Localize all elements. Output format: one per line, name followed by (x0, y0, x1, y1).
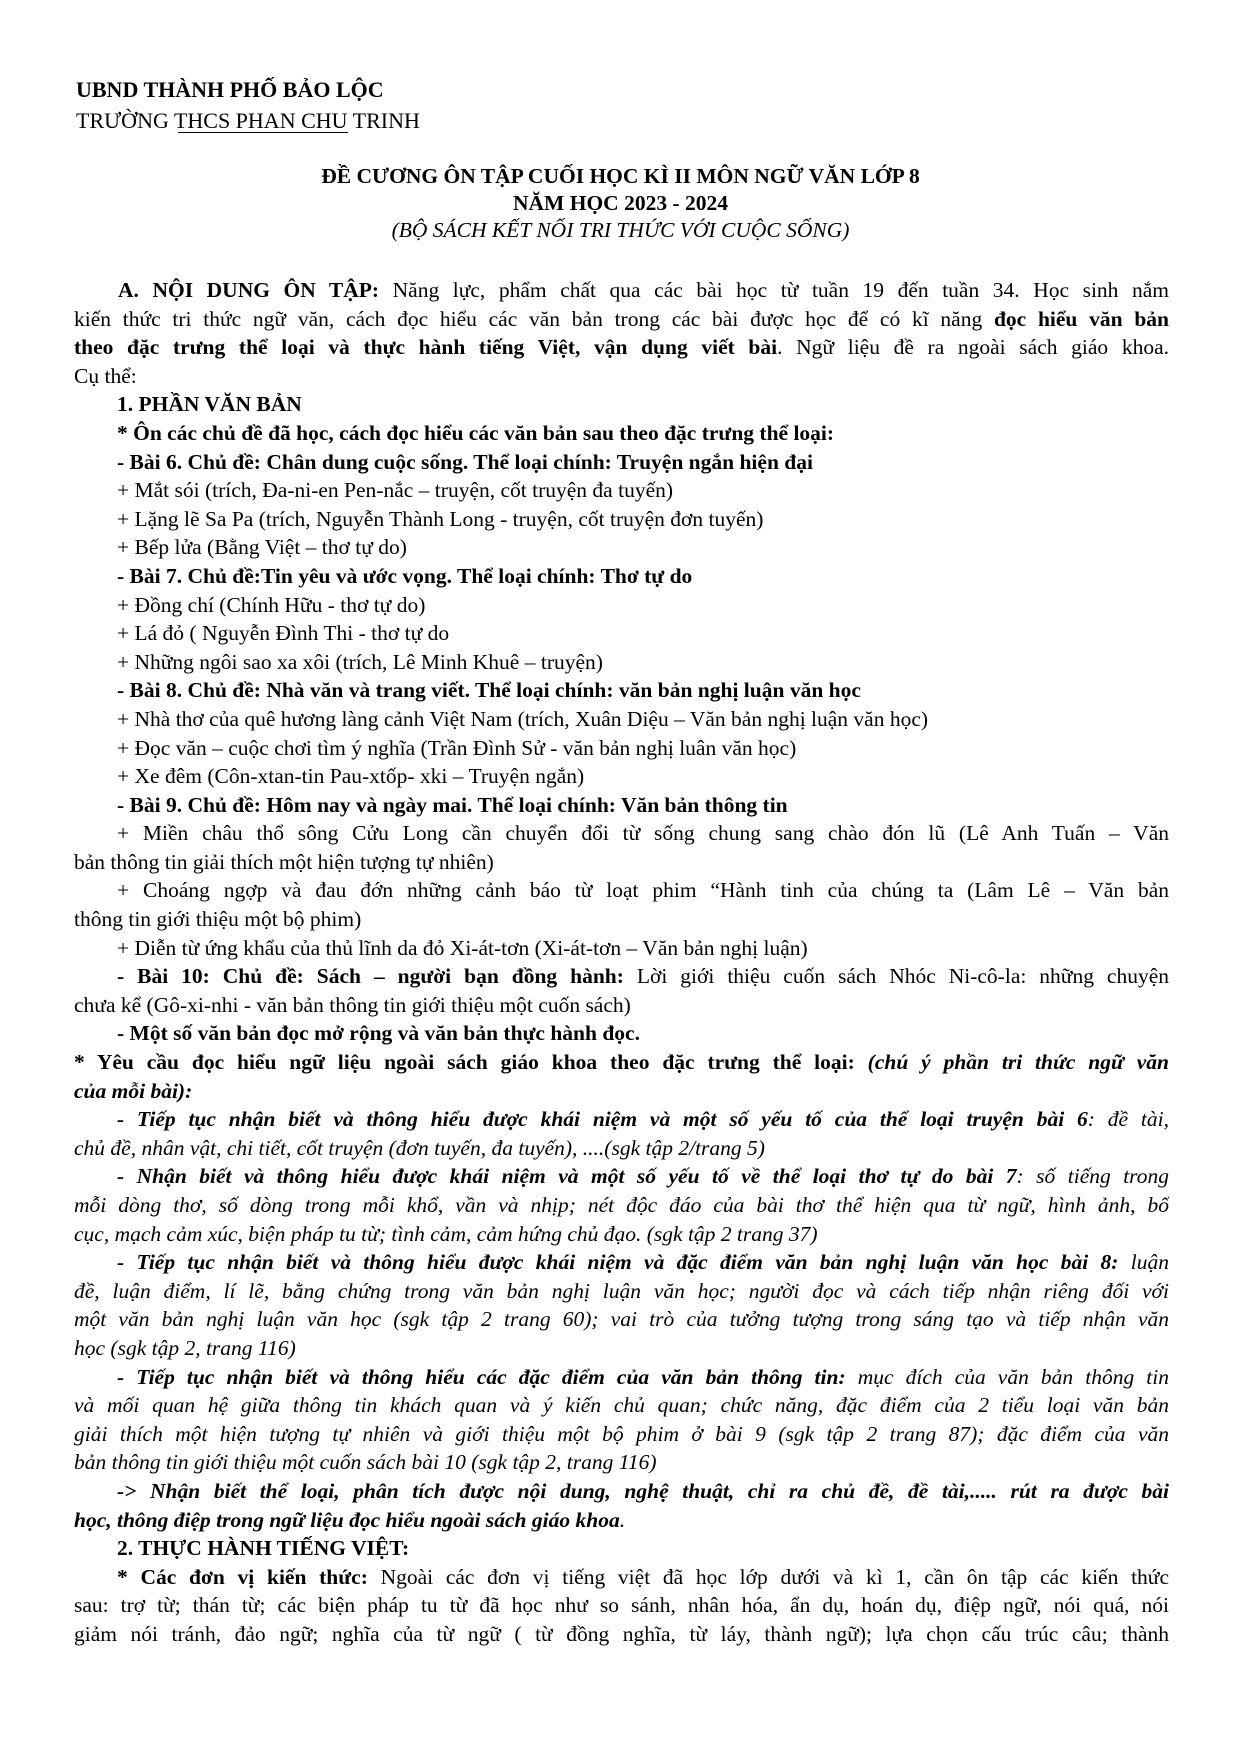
requirement-2-line-3: cục, mạch cảm xúc, biện pháp tu từ; tình cảm, cảm hứng chủ đạo. (sgk tập 2 trang 37) (74, 1221, 818, 1246)
title-school-year: NĂM HỌC 2023 - 2024 (513, 191, 728, 215)
list-item: + Đồng chí (Chính Hữu - thơ tự do) (117, 592, 426, 617)
lesson-10-line-2: chưa kể (Gô-xi-nhi - văn bản thông tin giới thiệu một cuốn sách) (74, 992, 631, 1017)
requirement-3-line-3: một văn bản nghị luận văn học (sgk tập 2 trang 60); vai trò của tưởng tượng trong sáng tạo và tiếp nhận văn (74, 1307, 1169, 1332)
requirement-1-line-2: chủ đề, nhân vật, chi tiết, cốt truyện (đơn tuyến, đa tuyến), ....(sgk tập 2/trang 5) (74, 1135, 765, 1160)
list-item-continuation: bản thông tin giải thích một hiện tượng tự nhiên) (74, 849, 494, 874)
part-1-intro: * Ôn các chủ đề đã học, cách đọc hiểu các văn bản sau theo đặc trưng thể loại: (117, 420, 835, 445)
lesson-7-heading: - Bài 7. Chủ đề:Tin yêu và ước vọng. Thể loại chính: Thơ tự do (117, 563, 693, 588)
list-item: + Bếp lửa (Bằng Việt – thơ tự do) (117, 535, 407, 560)
document-title (0, 163, 1241, 244)
requirement-4-line-3: giải thích một hiện tượng tự nhiên và giới thiệu một bộ phim ở bài 9 (sgk tập 2 trang 87); đặc điểm của văn (74, 1421, 1169, 1446)
requirement-3-line-1: - Tiếp tục nhận biết và thông hiểu được khái niệm và đặc điểm văn bản nghị luận văn học bài 8: luận (117, 1250, 1169, 1275)
list-item: + Lá đỏ ( Nguyễn Đình Thi - thơ tự do (117, 621, 450, 646)
section-a-line-1: A. NỘI DUNG ÔN TẬP: Năng lực, phẩm chất qua các bài học từ tuần 19 đến tuần 34. Học sinh nắm (118, 278, 1169, 302)
lesson-10-heading: - Bài 10: Chủ đề: Sách – người bạn đồng hành: (117, 964, 624, 989)
requirement-3-line-2: đề, luận điểm, lí lẽ, bằng chứng trong văn bản nghị luận văn học; người đọc và cách tiếp nhận riêng đối với (74, 1278, 1169, 1303)
list-item: + Những ngôi sao xa xôi (trích, Lê Minh Khuê – truyện) (117, 649, 603, 674)
title-book-series: (BỘ SÁCH KẾT NỐI TRI THỨC VỚI CUỘC SỐNG) (391, 218, 850, 242)
section-a-line-3: theo đặc trưng thể loại và thực hành tiếng Việt, vận dụng viết bài. Ngữ liệu đề ra ngoài sách giáo khoa. (74, 335, 1169, 360)
lesson-8-heading: - Bài 8. Chủ đề: Nhà văn và trang viết. Thể loại chính: văn bản nghị luận văn học (117, 678, 861, 703)
knowledge-units-heading: * Các đơn vị kiến thức: (117, 1564, 368, 1589)
list-item: + Mắt sói (trích, Đa-ni-en Pen-nắc – truyện, cốt truyện đa tuyến) (117, 478, 674, 503)
requirements-line-1: * Yêu cầu đọc hiểu ngữ liệu ngoài sách giáo khoa theo đặc trưng thể loại: (chú ý phần tri thức ngữ văn (74, 1050, 1169, 1075)
list-item: + Miền châu thổ sông Cửu Long cần chuyển đổi từ sống chung sang chào đón lũ (Lê Anh Tuấn – Văn (117, 821, 1169, 846)
part-1-heading: 1. PHẦN VĂN BẢN (117, 392, 302, 417)
list-item-continuation: thông tin giới thiệu một bộ phim) (74, 907, 362, 932)
section-a-line-4: Cụ thể: (74, 363, 137, 388)
list-item: + Đọc văn – cuộc chơi tìm ý nghĩa (Trần Đình Sử - văn bản nghị luân văn học) (117, 735, 797, 760)
list-item: + Choáng ngợp và đau đớn những cảnh báo từ loạt phim “Hành tinh của chúng ta (Lâm Lê – Văn bản (117, 878, 1169, 903)
conclusion-line-1: -> Nhận biết thể loại, phân tích được nội dung, nghệ thuật, chỉ ra chủ đề, đề tài,..... rút ra được bài (117, 1478, 1169, 1503)
section-a-heading: A. NỘI DUNG ÔN TẬP: (118, 278, 380, 302)
part-2-line-1: * Các đơn vị kiến thức: Ngoài các đơn vị tiếng việt đã học lớp dưới và kì 1, cần ôn tập các kiến thức (117, 1564, 1169, 1589)
requirement-2-line-1: - Nhận biết và thông hiểu được khái niệm và một số yếu tố về thể loại thơ tự do bài 7: số tiếng trong (117, 1164, 1169, 1189)
requirement-4-line-2: và mối quan hệ giữa thông tin khách quan và ý kiến chủ quan; chức năng, đặc điểm của 2 tiểu loại văn bản (74, 1393, 1169, 1418)
list-item: + Lặng lẽ Sa Pa (trích, Nguyễn Thành Long - truyện, cốt truyện đơn tuyến) (117, 506, 764, 531)
part-2-line-2: sau: trợ từ; thán từ; các biện pháp tu từ đã học như so sánh, nhân hóa, ẩn dụ, hoán dụ, điệp ngữ, nói quá, nói (74, 1593, 1169, 1618)
part-2-line-3: giảm nói tránh, đảo ngữ; nghĩa của từ ngữ ( từ đồng nghĩa, từ láy, thành ngữ); lựa chọn cấu trúc câu; thành (74, 1621, 1169, 1646)
school-name-underline (178, 132, 348, 133)
requirement-4-line-4: bản thông tin giới thiệu một cuốn sách bài 10 (sgk tập 2, trang 116) (74, 1450, 657, 1475)
lesson-6-heading: - Bài 6. Chủ đề: Chân dung cuộc sống. Thể loại chính: Truyện ngắn hiện đại (117, 449, 813, 474)
title-main: ĐỀ CƯƠNG ÔN TẬP CUỐI HỌC KÌ II MÔN NGỮ VĂN LỚP 8 (321, 164, 920, 188)
issuing-authority: UBND THÀNH PHỐ BẢO LỘC (76, 77, 384, 102)
section-a-line-2: kiến thức tri thức ngữ văn, cách đọc hiểu các văn bản trong các bài được học để có kĩ năng đọc hiểu văn bản (74, 306, 1169, 331)
requirement-1-line-1: - Tiếp tục nhận biết và thông hiểu được khái niệm và một số yếu tố của thể loại truyện bài 6: đề tài, (117, 1107, 1169, 1132)
conclusion-line-2: học, thông điệp trong ngữ liệu đọc hiểu ngoài sách giáo khoa. (74, 1507, 626, 1532)
list-item: + Xe đêm (Côn-xtan-tin Pau-xtốp- xki – Truyện ngắn) (117, 764, 585, 789)
list-item: + Diễn từ ứng khẩu của thủ lĩnh da đỏ Xi-át-tơn (Xi-át-tơn – Văn bản nghị luận) (117, 935, 808, 960)
part-2-heading: 2. THỰC HÀNH TIẾNG VIỆT: (117, 1536, 410, 1561)
lesson-9-heading: - Bài 9. Chủ đề: Hôm nay và ngày mai. Thể loại chính: Văn bản thông tin (117, 792, 788, 817)
lesson-10-line-1: - Bài 10: Chủ đề: Sách – người bạn đồng hành: Lời giới thiệu cuốn sách Nhóc Ni-cô-la: những chuyện (117, 964, 1169, 989)
requirement-2-line-2: mỗi dòng thơ, số dòng trong mỗi khổ, vần và nhịp; nét độc đáo của bài thơ thể hiện qua từ ngữ, hình ảnh, bố (74, 1193, 1169, 1217)
document-body (74, 276, 1169, 1649)
document-header (76, 74, 420, 136)
requirements-line-2: của mỗi bài): (74, 1078, 193, 1103)
requirement-3-line-4: học (sgk tập 2, trang 116) (74, 1335, 296, 1360)
requirement-4-line-1: - Tiếp tục nhận biết và thông hiểu các đặc điểm của văn bản thông tin: mục đích của văn bản thông tin (117, 1364, 1169, 1389)
requirements-heading: * Yêu cầu đọc hiểu ngữ liệu ngoài sách giáo khoa theo đặc trưng thể loại: (74, 1050, 855, 1075)
school-name: TRƯỜNG THCS PHAN CHU TRINH (76, 108, 420, 133)
extended-reading-note: - Một số văn bản đọc mở rộng và văn bản thực hành đọc. (117, 1021, 640, 1046)
list-item: + Nhà thơ của quê hương làng cảnh Việt Nam (trích, Xuân Diệu – Văn bản nghị luận văn học) (117, 706, 929, 731)
